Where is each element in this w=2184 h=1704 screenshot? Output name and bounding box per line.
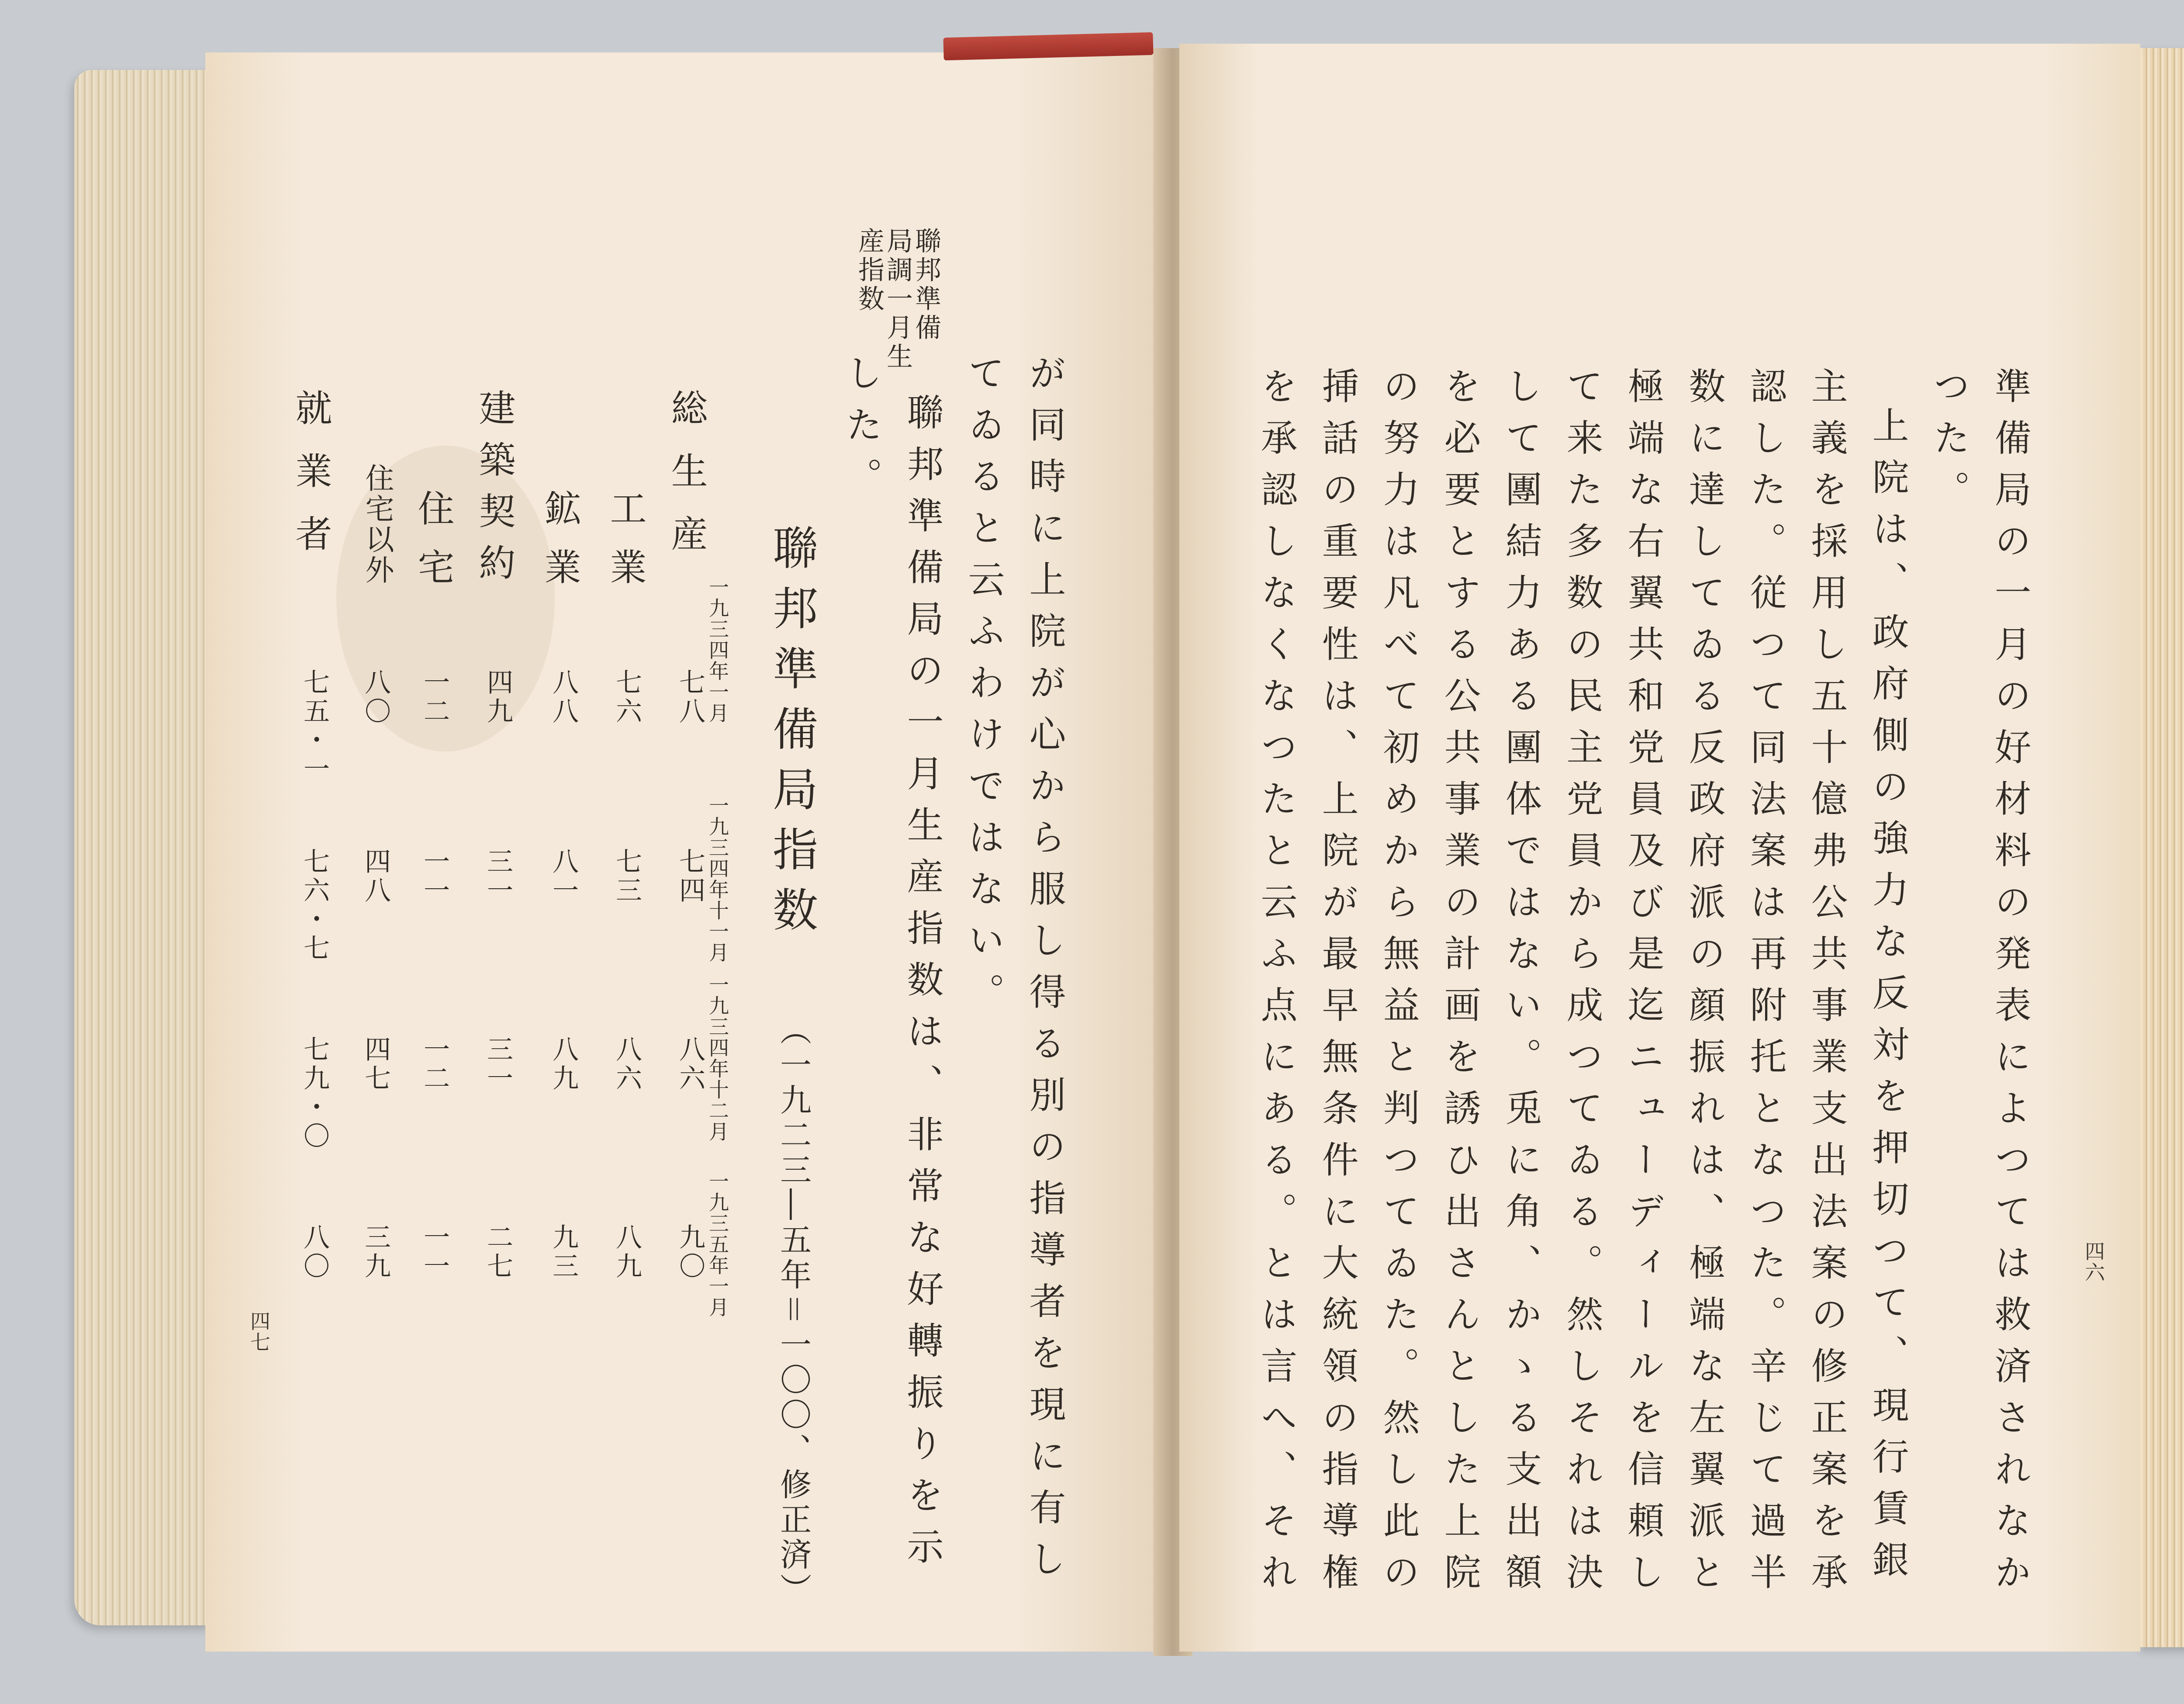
text-column: 挿話の重要性は、上院が最早無条件に大統領の指導権 [1316,367,1359,1604]
table-cell: 七六 [612,668,642,726]
text-column: 主義を採用し五十億弗公共事業支出法案の修正案を承 [1805,367,1848,1604]
text-column: 上院は、政府側の強力な反対を押切つて、現行賃銀 [1866,406,1909,1592]
table-cell: 七八 [675,668,705,726]
table-cell: 三九 [360,1223,391,1281]
text-column: 極端な右翼共和党員及び是迄ニューディールを信頼し [1622,367,1665,1604]
table-row-label: 就業者 [290,389,332,578]
table-cell: 九三 [548,1223,579,1281]
table-cell: 一一 [419,1223,450,1281]
table-cell: 三一 [483,848,513,905]
table-cell: 八〇 [360,668,391,726]
table-cell: 七三 [612,848,642,905]
text-column: した。 [840,354,883,509]
table-cell: 八六 [675,1036,705,1093]
text-column: を承認しなくなつたと云ふ点にある。とは言へ、それ [1255,367,1298,1604]
table-cell: 一一 [419,848,450,905]
text-column: 数に達してゐる反政府派の顔振れは、極端な左翼派と [1683,367,1726,1604]
text-column: 聯邦準備局の一月生産指数は、非常な好轉振りを示 [901,393,944,1579]
table-cell: 四八 [360,848,391,905]
table-title: 聯邦準備局指数 [765,524,818,946]
table-cell: 八一 [548,848,579,905]
table-cell: 七四 [675,848,705,905]
table-cell: 一二 [419,668,450,726]
table-cell: 三一 [483,1036,513,1093]
text-column: が同時に上院が心から服し得る別の指導者を現に有し [1023,354,1066,1591]
text-column: てゐると云ふわけではない。 [962,354,1005,1024]
page-number: 四七 [247,1311,271,1353]
text-column: 準備局の一月の好材料の発表によつては救済されなか [1989,367,2032,1604]
page-number: 四六 [2082,1241,2105,1283]
table-cell: 八九 [612,1223,642,1281]
table-cell: 八〇 [299,1223,330,1281]
table-cell: 八六 [612,1036,642,1093]
text-column: 認した。従つて同法案は再附托となつた。辛じて過半 [1744,367,1787,1604]
text-column: の努力は凡べて初めから無益と判つてゐた。然し此の [1377,367,1420,1604]
table-col-header: 一九三四年十二月 [706,974,729,1142]
table-row-label: 住宅以外 [360,463,394,585]
table-cell: 一二 [419,1036,450,1093]
table-cell: 二七 [483,1223,513,1281]
table-col-header: 一九三四年十一月 [706,795,729,963]
left-page-block-edge [74,70,214,1625]
table-cell: 四九 [483,668,513,726]
table-cell: 七九・〇 [299,1036,330,1151]
table-cell: 四七 [360,1036,391,1093]
margin-note-line: 聯邦準備 [911,227,941,343]
table-row-label: 住宅 [412,489,455,606]
table-row-label: 総生産 [665,389,708,578]
table-row-label: 建築契約 [473,389,516,595]
table-col-header: 一九三四年一月 [706,577,729,724]
text-column: つた。 [1928,367,1970,522]
table-col-header: 一九三五年一月 [706,1171,729,1318]
left-page [205,52,1162,1652]
text-column: て来た多数の民主党員から成つてゐる。然しそれは決 [1561,367,1603,1604]
table-note: （一九二三―五年＝一〇〇、修正済） [775,1014,812,1608]
text-column: して團結力ある團体ではない。兎に角、かゝる支出額 [1500,367,1542,1604]
right-page-block-edge [2136,48,2184,1647]
table-cell: 九〇 [675,1223,705,1281]
table-cell: 八八 [548,668,579,726]
margin-note-line: 産指数 [854,227,885,314]
table-cell: 七五・一 [299,668,330,784]
table-cell: 七六・七 [299,848,330,963]
table-row-label: 工業 [604,489,647,606]
margin-note-line: 局調一月生 [882,227,913,371]
table-cell: 八九 [548,1036,579,1093]
table-row-label: 鉱業 [539,489,581,606]
right-page [1179,44,2140,1652]
text-column: を必要とする公共事業の計画を誘ひ出さんとした上院 [1438,367,1481,1604]
